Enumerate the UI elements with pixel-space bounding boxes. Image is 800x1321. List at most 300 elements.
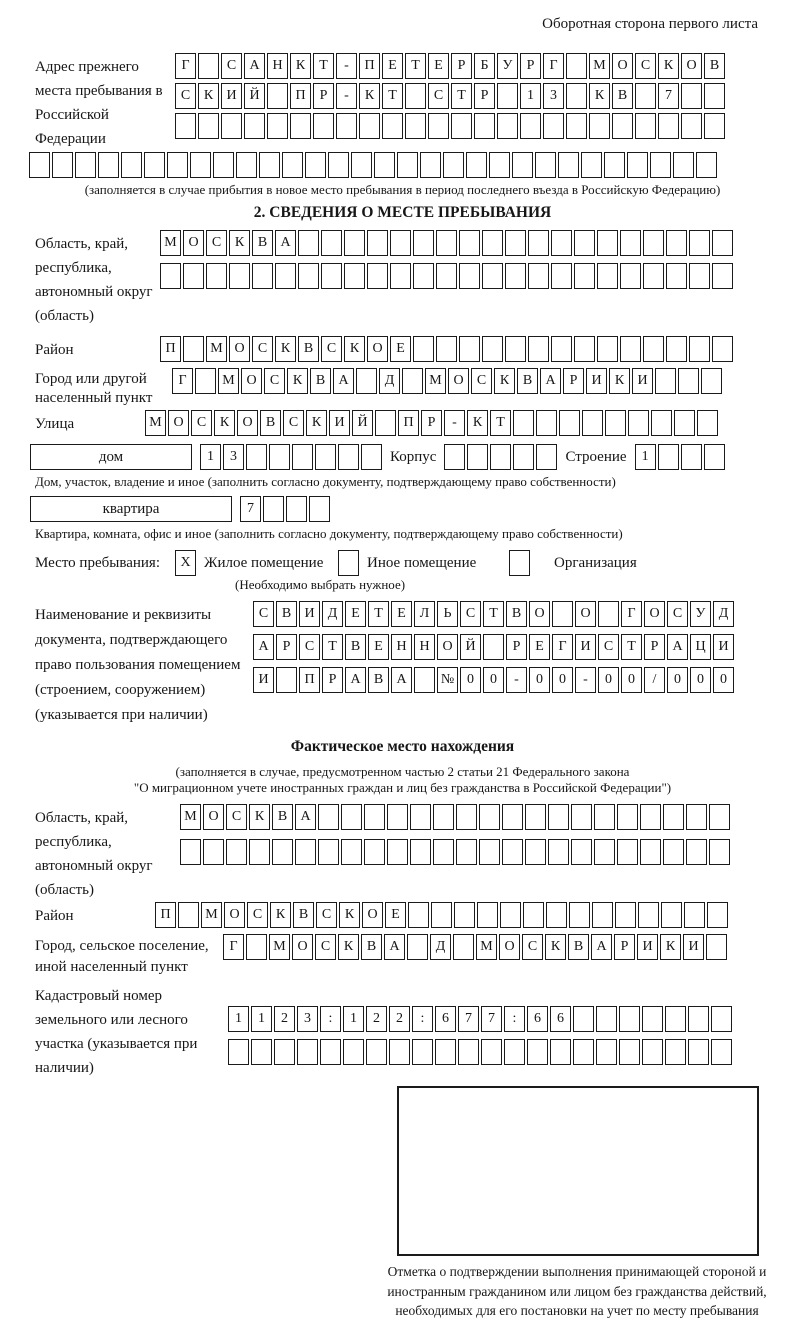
char-cell[interactable]: У <box>690 601 711 627</box>
char-cell[interactable] <box>571 804 592 830</box>
char-cell[interactable] <box>343 1039 364 1065</box>
char-cell[interactable]: А <box>244 53 265 79</box>
char-cell[interactable] <box>286 496 307 522</box>
char-cell[interactable] <box>414 667 435 693</box>
char-cell[interactable]: № <box>437 667 458 693</box>
char-cell[interactable]: И <box>683 934 704 960</box>
char-cell[interactable]: С <box>471 368 492 394</box>
char-cell[interactable] <box>709 839 730 865</box>
char-cell[interactable]: 0 <box>667 667 688 693</box>
char-cell[interactable]: М <box>201 902 222 928</box>
char-cell[interactable]: О <box>499 934 520 960</box>
char-cell[interactable] <box>305 152 326 178</box>
char-cell[interactable]: О <box>448 368 469 394</box>
char-cell[interactable]: И <box>221 83 242 109</box>
char-cell[interactable]: К <box>339 902 360 928</box>
char-cell[interactable]: 2 <box>389 1006 410 1032</box>
char-cell[interactable]: П <box>290 83 311 109</box>
char-cell[interactable]: 1 <box>200 444 221 470</box>
char-cell[interactable] <box>665 1006 686 1032</box>
char-cell[interactable]: 7 <box>458 1006 479 1032</box>
char-cell[interactable] <box>458 1039 479 1065</box>
char-cell[interactable]: Г <box>543 53 564 79</box>
char-cell[interactable] <box>681 113 702 139</box>
char-cell[interactable] <box>413 230 434 256</box>
char-cell[interactable] <box>528 230 549 256</box>
char-cell[interactable] <box>267 83 288 109</box>
char-cell[interactable]: П <box>155 902 176 928</box>
char-cell[interactable] <box>655 368 676 394</box>
char-cell[interactable] <box>605 410 626 436</box>
char-cell[interactable] <box>566 53 587 79</box>
char-cell[interactable] <box>459 336 480 362</box>
char-cell[interactable] <box>513 410 534 436</box>
char-cell[interactable]: С <box>175 83 196 109</box>
char-cell[interactable]: Т <box>313 53 334 79</box>
char-cell[interactable] <box>666 336 687 362</box>
char-cell[interactable] <box>413 263 434 289</box>
char-cell[interactable] <box>451 113 472 139</box>
char-cell[interactable] <box>643 336 664 362</box>
char-cell[interactable] <box>183 336 204 362</box>
char-cell[interactable]: И <box>299 601 320 627</box>
char-cell[interactable] <box>513 444 534 470</box>
char-cell[interactable] <box>410 839 431 865</box>
char-cell[interactable] <box>598 601 619 627</box>
char-cell[interactable] <box>315 444 336 470</box>
char-cell[interactable] <box>574 263 595 289</box>
char-cell[interactable]: Р <box>276 634 297 660</box>
char-cell[interactable] <box>701 368 722 394</box>
char-cell[interactable]: А <box>345 667 366 693</box>
char-cell[interactable] <box>259 152 280 178</box>
char-cell[interactable]: : <box>504 1006 525 1032</box>
char-cell[interactable] <box>666 263 687 289</box>
char-cell[interactable]: - <box>575 667 596 693</box>
char-cell[interactable]: 3 <box>223 444 244 470</box>
char-cell[interactable]: С <box>221 53 242 79</box>
char-cell[interactable]: С <box>316 902 337 928</box>
char-cell[interactable]: 0 <box>598 667 619 693</box>
char-cell[interactable] <box>344 230 365 256</box>
char-cell[interactable] <box>551 230 572 256</box>
char-cell[interactable] <box>548 804 569 830</box>
char-cell[interactable]: Н <box>267 53 288 79</box>
char-cell[interactable]: И <box>253 667 274 693</box>
char-cell[interactable]: А <box>591 934 612 960</box>
char-cell[interactable] <box>569 902 590 928</box>
char-cell[interactable] <box>246 934 267 960</box>
char-cell[interactable] <box>246 444 267 470</box>
char-cell[interactable]: 6 <box>435 1006 456 1032</box>
char-cell[interactable] <box>502 804 523 830</box>
char-cell[interactable] <box>559 410 580 436</box>
char-cell[interactable] <box>420 152 441 178</box>
char-cell[interactable]: : <box>412 1006 433 1032</box>
char-cell[interactable]: Е <box>368 634 389 660</box>
char-cell[interactable] <box>536 444 557 470</box>
checkbox-residential[interactable]: X <box>175 550 196 576</box>
char-cell[interactable]: О <box>203 804 224 830</box>
char-cell[interactable]: Н <box>414 634 435 660</box>
char-cell[interactable] <box>387 804 408 830</box>
char-cell[interactable] <box>594 839 615 865</box>
char-cell[interactable] <box>467 444 488 470</box>
char-cell[interactable] <box>512 152 533 178</box>
char-cell[interactable] <box>551 263 572 289</box>
char-cell[interactable]: В <box>704 53 725 79</box>
char-cell[interactable]: О <box>362 902 383 928</box>
char-cell[interactable] <box>582 410 603 436</box>
char-cell[interactable] <box>295 839 316 865</box>
char-cell[interactable]: Д <box>322 601 343 627</box>
char-cell[interactable]: Т <box>490 410 511 436</box>
char-cell[interactable] <box>535 152 556 178</box>
char-cell[interactable]: Т <box>405 53 426 79</box>
char-cell[interactable] <box>712 230 733 256</box>
char-cell[interactable]: С <box>428 83 449 109</box>
char-cell[interactable]: 0 <box>483 667 504 693</box>
char-cell[interactable] <box>525 839 546 865</box>
char-cell[interactable] <box>431 902 452 928</box>
char-cell[interactable] <box>274 1039 295 1065</box>
char-cell[interactable] <box>198 113 219 139</box>
char-cell[interactable]: К <box>275 336 296 362</box>
char-cell[interactable]: 7 <box>481 1006 502 1032</box>
char-cell[interactable] <box>688 1006 709 1032</box>
char-cell[interactable]: С <box>283 410 304 436</box>
char-cell[interactable]: О <box>437 634 458 660</box>
char-cell[interactable] <box>364 839 385 865</box>
char-cell[interactable]: Т <box>322 634 343 660</box>
char-cell[interactable] <box>433 804 454 830</box>
char-cell[interactable] <box>627 152 648 178</box>
char-cell[interactable] <box>436 230 457 256</box>
char-cell[interactable] <box>581 152 602 178</box>
char-cell[interactable] <box>640 804 661 830</box>
char-cell[interactable] <box>361 444 382 470</box>
char-cell[interactable] <box>686 839 707 865</box>
char-cell[interactable] <box>453 934 474 960</box>
char-cell[interactable] <box>620 230 641 256</box>
char-cell[interactable]: П <box>398 410 419 436</box>
char-cell[interactable]: Е <box>385 902 406 928</box>
char-cell[interactable] <box>505 230 526 256</box>
char-cell[interactable] <box>597 230 618 256</box>
char-cell[interactable]: 7 <box>658 83 679 109</box>
char-cell[interactable] <box>663 839 684 865</box>
char-cell[interactable] <box>520 113 541 139</box>
char-cell[interactable] <box>389 1039 410 1065</box>
char-cell[interactable] <box>638 902 659 928</box>
char-cell[interactable] <box>397 152 418 178</box>
char-cell[interactable]: С <box>299 634 320 660</box>
char-cell[interactable] <box>387 839 408 865</box>
char-cell[interactable] <box>666 230 687 256</box>
char-cell[interactable] <box>574 336 595 362</box>
char-cell[interactable]: Н <box>391 634 412 660</box>
char-cell[interactable]: Р <box>474 83 495 109</box>
char-cell[interactable] <box>635 83 656 109</box>
char-cell[interactable] <box>175 113 196 139</box>
char-cell[interactable] <box>686 804 707 830</box>
char-cell[interactable] <box>29 152 50 178</box>
char-cell[interactable]: Г <box>172 368 193 394</box>
char-cell[interactable]: С <box>598 634 619 660</box>
char-cell[interactable]: К <box>494 368 515 394</box>
char-cell[interactable] <box>428 113 449 139</box>
char-cell[interactable]: В <box>506 601 527 627</box>
char-cell[interactable] <box>407 934 428 960</box>
char-cell[interactable]: В <box>298 336 319 362</box>
char-cell[interactable] <box>543 113 564 139</box>
char-cell[interactable] <box>290 113 311 139</box>
char-cell[interactable]: М <box>476 934 497 960</box>
char-cell[interactable]: Т <box>382 83 403 109</box>
char-cell[interactable] <box>269 444 290 470</box>
char-cell[interactable]: О <box>367 336 388 362</box>
char-cell[interactable] <box>550 1039 571 1065</box>
char-cell[interactable]: : <box>320 1006 341 1032</box>
char-cell[interactable] <box>344 263 365 289</box>
char-cell[interactable]: Г <box>175 53 196 79</box>
char-cell[interactable]: М <box>206 336 227 362</box>
char-cell[interactable] <box>474 113 495 139</box>
char-cell[interactable] <box>678 368 699 394</box>
char-cell[interactable] <box>359 113 380 139</box>
char-cell[interactable]: О <box>292 934 313 960</box>
char-cell[interactable] <box>658 444 679 470</box>
char-cell[interactable]: Р <box>563 368 584 394</box>
char-cell[interactable]: К <box>545 934 566 960</box>
char-cell[interactable]: У <box>497 53 518 79</box>
char-cell[interactable] <box>351 152 372 178</box>
char-cell[interactable] <box>412 1039 433 1065</box>
char-cell[interactable] <box>459 263 480 289</box>
char-cell[interactable]: В <box>272 804 293 830</box>
char-cell[interactable]: Е <box>391 601 412 627</box>
char-cell[interactable] <box>183 263 204 289</box>
char-cell[interactable] <box>321 263 342 289</box>
char-cell[interactable] <box>190 152 211 178</box>
char-cell[interactable]: А <box>667 634 688 660</box>
char-cell[interactable]: 0 <box>529 667 550 693</box>
char-cell[interactable] <box>444 444 465 470</box>
char-cell[interactable] <box>574 230 595 256</box>
char-cell[interactable]: С <box>667 601 688 627</box>
char-cell[interactable]: О <box>237 410 258 436</box>
char-cell[interactable] <box>592 902 613 928</box>
char-cell[interactable] <box>661 902 682 928</box>
char-cell[interactable]: С <box>226 804 247 830</box>
char-cell[interactable] <box>689 263 710 289</box>
char-cell[interactable]: 3 <box>297 1006 318 1032</box>
char-cell[interactable]: К <box>344 336 365 362</box>
char-cell[interactable] <box>180 839 201 865</box>
char-cell[interactable]: И <box>713 634 734 660</box>
char-cell[interactable]: О <box>529 601 550 627</box>
char-cell[interactable] <box>504 1039 525 1065</box>
char-cell[interactable] <box>206 263 227 289</box>
char-cell[interactable]: Й <box>352 410 373 436</box>
char-cell[interactable] <box>658 113 679 139</box>
char-cell[interactable] <box>489 152 510 178</box>
char-cell[interactable] <box>612 113 633 139</box>
char-cell[interactable]: 1 <box>228 1006 249 1032</box>
char-cell[interactable]: С <box>206 230 227 256</box>
char-cell[interactable] <box>500 902 521 928</box>
char-cell[interactable] <box>482 230 503 256</box>
char-cell[interactable] <box>456 839 477 865</box>
char-cell[interactable] <box>536 410 557 436</box>
char-cell[interactable] <box>405 113 426 139</box>
char-cell[interactable]: О <box>644 601 665 627</box>
char-cell[interactable]: М <box>145 410 166 436</box>
char-cell[interactable]: О <box>681 53 702 79</box>
char-cell[interactable] <box>527 1039 548 1065</box>
char-cell[interactable] <box>221 113 242 139</box>
char-cell[interactable] <box>338 444 359 470</box>
char-cell[interactable] <box>696 152 717 178</box>
char-cell[interactable]: С <box>252 336 273 362</box>
char-cell[interactable]: С <box>191 410 212 436</box>
char-cell[interactable] <box>413 336 434 362</box>
char-cell[interactable] <box>375 410 396 436</box>
char-cell[interactable]: П <box>359 53 380 79</box>
char-cell[interactable]: Ц <box>690 634 711 660</box>
char-cell[interactable]: К <box>287 368 308 394</box>
char-cell[interactable] <box>571 839 592 865</box>
char-cell[interactable]: В <box>517 368 538 394</box>
char-cell[interactable] <box>366 1039 387 1065</box>
char-cell[interactable] <box>689 230 710 256</box>
char-cell[interactable]: Ь <box>437 601 458 627</box>
char-cell[interactable] <box>167 152 188 178</box>
char-cell[interactable]: Е <box>529 634 550 660</box>
char-cell[interactable]: И <box>632 368 653 394</box>
char-cell[interactable] <box>309 496 330 522</box>
char-cell[interactable] <box>650 152 671 178</box>
char-cell[interactable] <box>436 263 457 289</box>
char-cell[interactable] <box>551 336 572 362</box>
char-cell[interactable]: О <box>224 902 245 928</box>
char-cell[interactable]: В <box>612 83 633 109</box>
char-cell[interactable]: 3 <box>543 83 564 109</box>
char-cell[interactable]: И <box>637 934 658 960</box>
char-cell[interactable] <box>481 1039 502 1065</box>
char-cell[interactable] <box>642 1039 663 1065</box>
char-cell[interactable]: 2 <box>274 1006 295 1032</box>
char-cell[interactable]: А <box>384 934 405 960</box>
char-cell[interactable] <box>382 113 403 139</box>
char-cell[interactable] <box>195 368 216 394</box>
char-cell[interactable] <box>435 1039 456 1065</box>
char-cell[interactable]: А <box>540 368 561 394</box>
char-cell[interactable] <box>643 230 664 256</box>
char-cell[interactable]: К <box>609 368 630 394</box>
char-cell[interactable] <box>706 934 727 960</box>
char-cell[interactable]: С <box>315 934 336 960</box>
char-cell[interactable] <box>390 230 411 256</box>
char-cell[interactable] <box>505 263 526 289</box>
char-cell[interactable]: К <box>249 804 270 830</box>
char-cell[interactable] <box>505 336 526 362</box>
char-cell[interactable]: Т <box>621 634 642 660</box>
char-cell[interactable]: В <box>568 934 589 960</box>
char-cell[interactable]: К <box>214 410 235 436</box>
char-cell[interactable] <box>594 804 615 830</box>
char-cell[interactable]: Б <box>474 53 495 79</box>
char-cell[interactable] <box>203 839 224 865</box>
char-cell[interactable] <box>436 336 457 362</box>
char-cell[interactable] <box>321 230 342 256</box>
char-cell[interactable]: О <box>241 368 262 394</box>
char-cell[interactable] <box>704 113 725 139</box>
char-cell[interactable]: Р <box>322 667 343 693</box>
char-cell[interactable] <box>249 839 270 865</box>
char-cell[interactable]: 0 <box>713 667 734 693</box>
char-cell[interactable] <box>477 902 498 928</box>
char-cell[interactable] <box>297 1039 318 1065</box>
char-cell[interactable]: С <box>522 934 543 960</box>
char-cell[interactable] <box>497 83 518 109</box>
char-cell[interactable]: О <box>168 410 189 436</box>
char-cell[interactable]: М <box>218 368 239 394</box>
char-cell[interactable] <box>596 1006 617 1032</box>
char-cell[interactable] <box>318 804 339 830</box>
char-cell[interactable]: О <box>575 601 596 627</box>
char-cell[interactable]: М <box>425 368 446 394</box>
char-cell[interactable]: / <box>644 667 665 693</box>
char-cell[interactable] <box>443 152 464 178</box>
char-cell[interactable] <box>402 368 423 394</box>
char-cell[interactable] <box>482 263 503 289</box>
char-cell[interactable]: - <box>444 410 465 436</box>
char-cell[interactable]: М <box>269 934 290 960</box>
char-cell[interactable]: С <box>247 902 268 928</box>
char-cell[interactable]: Т <box>451 83 472 109</box>
char-cell[interactable]: И <box>329 410 350 436</box>
char-cell[interactable] <box>390 263 411 289</box>
char-cell[interactable] <box>482 336 503 362</box>
char-cell[interactable] <box>615 902 636 928</box>
char-cell[interactable] <box>52 152 73 178</box>
char-cell[interactable] <box>548 839 569 865</box>
char-cell[interactable]: Е <box>428 53 449 79</box>
char-cell[interactable]: К <box>338 934 359 960</box>
char-cell[interactable]: Р <box>421 410 442 436</box>
char-cell[interactable] <box>336 113 357 139</box>
char-cell[interactable] <box>619 1039 640 1065</box>
char-cell[interactable]: Г <box>552 634 573 660</box>
char-cell[interactable] <box>566 83 587 109</box>
char-cell[interactable]: В <box>260 410 281 436</box>
char-cell[interactable]: Р <box>313 83 334 109</box>
char-cell[interactable]: М <box>589 53 610 79</box>
char-cell[interactable] <box>681 444 702 470</box>
char-cell[interactable] <box>711 1039 732 1065</box>
char-cell[interactable] <box>292 444 313 470</box>
char-cell[interactable]: К <box>359 83 380 109</box>
char-cell[interactable] <box>546 902 567 928</box>
checkbox-organization[interactable] <box>509 550 530 576</box>
char-cell[interactable] <box>298 230 319 256</box>
char-cell[interactable] <box>620 336 641 362</box>
char-cell[interactable] <box>341 839 362 865</box>
char-cell[interactable] <box>178 902 199 928</box>
char-cell[interactable] <box>681 83 702 109</box>
char-cell[interactable]: Д <box>713 601 734 627</box>
